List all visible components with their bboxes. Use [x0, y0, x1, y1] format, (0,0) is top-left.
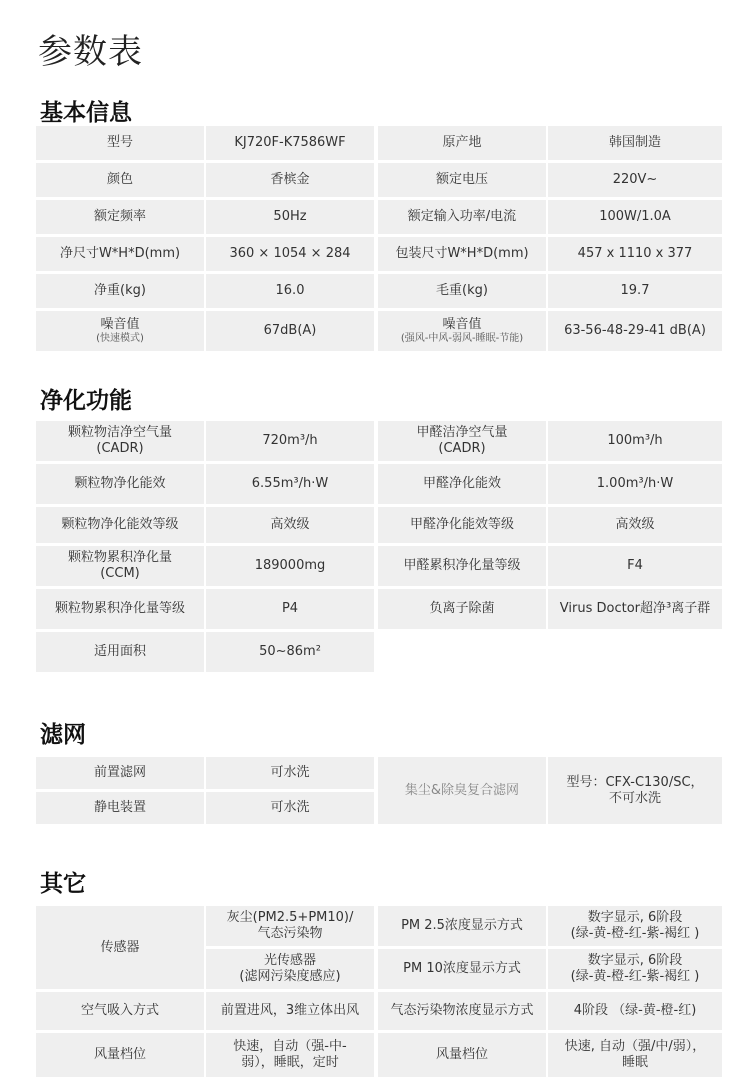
cell-value: 香槟金 — [206, 163, 374, 197]
value-line: 快速，自动（强-中- — [233, 1039, 347, 1055]
value-line: 快速, 自动（强/中/弱）， — [564, 1039, 706, 1055]
label-line: (CADR) — [438, 441, 486, 456]
cell-label: 包装尺寸W*H*D(mm) — [378, 237, 546, 271]
page-title: 参数表 — [38, 32, 143, 72]
cell-label: 甲醛净化能效 — [378, 464, 546, 504]
cell-label — [36, 311, 204, 351]
section-title-filter: 滤网 — [40, 722, 86, 748]
noise-label-main: 噪音值 — [442, 317, 482, 333]
cell-label: 甲醛净化能效等级 — [378, 507, 546, 543]
value-line: 数字显示, 6阶段 — [587, 953, 683, 969]
cell-value: 可水洗 — [206, 792, 374, 824]
cell-label: 气态污染物浓度显示方式 — [378, 992, 546, 1030]
label-line: 颗粒物洁净空气量 — [67, 425, 172, 441]
basic-info-table — [36, 126, 724, 351]
cell-value: 360 × 1054 × 284 — [206, 237, 374, 271]
cell-label: PM 10浓度显示方式 — [378, 949, 546, 989]
label-line: 甲醛洁净空气量 — [416, 425, 508, 441]
cell-label: 空气吸入方式 — [36, 992, 204, 1030]
cell-value: 19.7 — [548, 274, 722, 308]
cell-value: F4 — [548, 546, 722, 586]
cell-value: 6.55m³/h·W — [206, 464, 374, 504]
value-line: 弱），睡眠，定时 — [241, 1055, 339, 1070]
cell-value: 可水洗 — [206, 757, 374, 789]
cell-label: 集尘&除臭复合滤网 — [378, 757, 546, 824]
cell-value: 720m³/h — [206, 421, 374, 461]
cell-value: 高效级 — [206, 507, 374, 543]
cell-value — [548, 906, 722, 946]
section-title-purify: 净化功能 — [40, 388, 132, 414]
cell-label: 颗粒物净化能效 — [36, 464, 204, 504]
value-line: 光传感器 — [263, 953, 316, 969]
value-line: (绿-黄-橙-红-紫-褐红 ) — [570, 926, 700, 941]
filter-table — [36, 757, 724, 824]
cell-value: 50~86m² — [206, 632, 374, 672]
value-line: 不可水洗 — [608, 790, 661, 806]
value-line: 睡眠 — [621, 1055, 648, 1070]
cell-value: 4阶段 （绿-黄-橙-红) — [548, 992, 722, 1030]
cell-label: 甲醛累积净化量等级 — [378, 546, 546, 586]
cell-value: 前置进风，3维立体出风 — [206, 992, 374, 1030]
cell-label — [378, 421, 546, 461]
cell-label: 额定频率 — [36, 200, 204, 234]
cell-value: Virus Doctor超净³离子群 — [548, 589, 722, 629]
cell-value — [548, 1033, 722, 1077]
value-line: 灰尘(PM2.5+PM10)/ — [226, 910, 354, 926]
cell-value — [548, 949, 722, 989]
label-line: (CADR) — [96, 441, 144, 456]
empty-cell — [548, 632, 722, 672]
cell-value: 1.00m³/h·W — [548, 464, 722, 504]
cell-value: P4 — [206, 589, 374, 629]
cell-label: 风量档位 — [36, 1033, 204, 1077]
noise-label-sub: (快速模式) — [96, 332, 144, 344]
cell-value: 63-56-48-29-41 dB(A) — [548, 311, 722, 351]
cell-label: PM 2.5浓度显示方式 — [378, 906, 546, 946]
cell-label: 净重(kg) — [36, 274, 204, 308]
value-line: (绿-黄-橙-红-紫-褐红 ) — [570, 969, 700, 984]
cell-label: 前置滤网 — [36, 757, 204, 789]
value-line: (滤网污染度感应) — [239, 969, 341, 984]
cell-label: 型号 — [36, 126, 204, 160]
empty-cell — [378, 632, 546, 672]
label-line: (CCM) — [100, 566, 140, 581]
cell-label: 传感器 — [36, 906, 204, 989]
cell-label: 毛重(kg) — [378, 274, 546, 308]
purify-table — [36, 421, 724, 672]
noise-label-main: 噪音值 — [100, 317, 140, 333]
cell-label: 原产地 — [378, 126, 546, 160]
cell-value — [206, 906, 374, 946]
cell-value: 220V~ — [548, 163, 722, 197]
cell-value: 100W/1.0A — [548, 200, 722, 234]
value-line: 型号：CFX-C130/SC， — [566, 774, 704, 790]
cell-label: 额定输入功率/电流 — [378, 200, 546, 234]
cell-value: 高效级 — [548, 507, 722, 543]
value-line: 气态污染物 — [257, 926, 323, 941]
cell-label: 颗粒物净化能效等级 — [36, 507, 204, 543]
cell-value: 16.0 — [206, 274, 374, 308]
noise-label-sub: (强风-中风-弱风-睡眠-节能) — [400, 332, 524, 344]
section-title-other: 其它 — [40, 871, 86, 897]
cell-label: 负离子除菌 — [378, 589, 546, 629]
cell-label: 颗粒物累积净化量等级 — [36, 589, 204, 629]
cell-value — [548, 757, 722, 824]
cell-label: 静电装置 — [36, 792, 204, 824]
cell-value: 100m³/h — [548, 421, 722, 461]
cell-value: 67dB(A) — [206, 311, 374, 351]
cell-label: 颜色 — [36, 163, 204, 197]
cell-value — [206, 1033, 374, 1077]
cell-label: 适用面积 — [36, 632, 204, 672]
cell-label — [36, 546, 204, 586]
cell-value: KJ720F-K7586WF — [206, 126, 374, 160]
cell-label — [378, 311, 546, 351]
section-title-basic: 基本信息 — [40, 100, 132, 126]
cell-label: 额定电压 — [378, 163, 546, 197]
cell-value: 189000mg — [206, 546, 374, 586]
cell-value: 韩国制造 — [548, 126, 722, 160]
cell-label — [36, 421, 204, 461]
cell-label: 风量档位 — [378, 1033, 546, 1077]
label-line: 颗粒物累积净化量 — [67, 550, 172, 566]
cell-value — [206, 949, 374, 989]
cell-value: 50Hz — [206, 200, 374, 234]
cell-value: 457 x 1110 x 377 — [548, 237, 722, 271]
cell-label: 净尺寸W*H*D(mm) — [36, 237, 204, 271]
other-table — [36, 906, 724, 1077]
value-line: 数字显示, 6阶段 — [587, 910, 683, 926]
